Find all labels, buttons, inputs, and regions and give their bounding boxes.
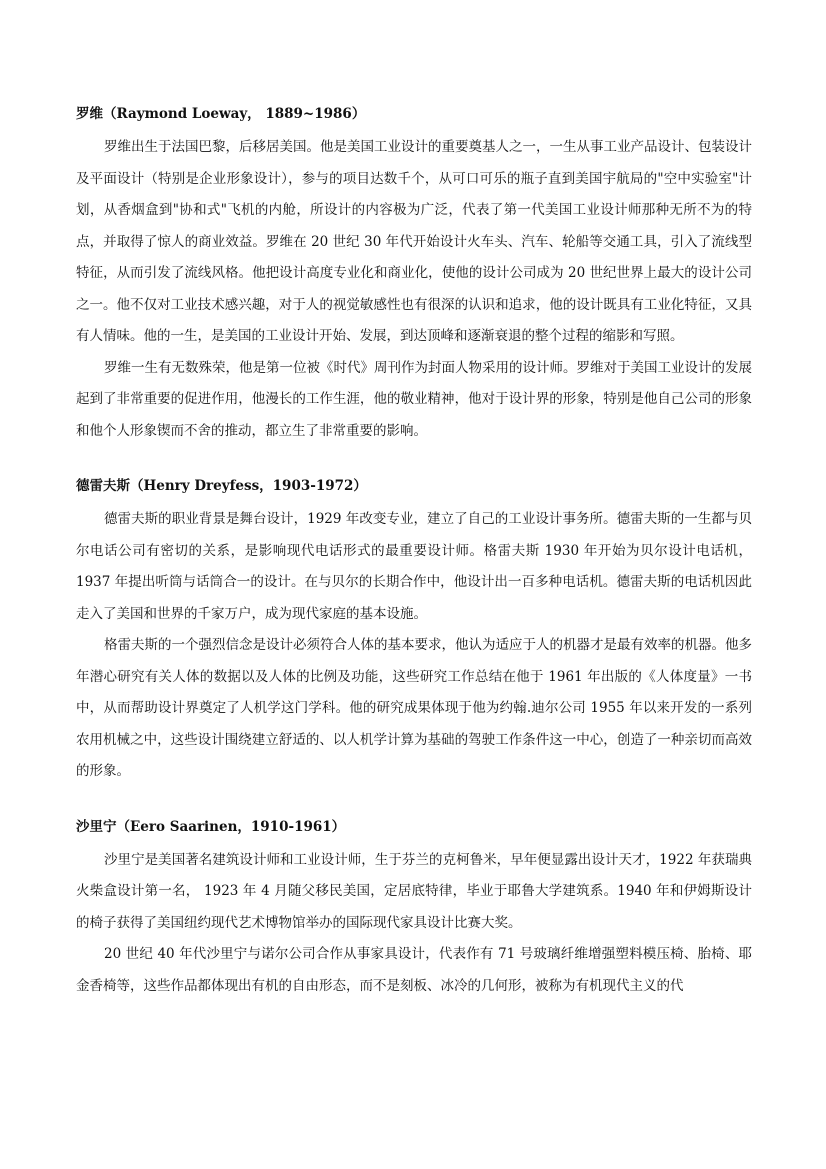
paragraph: 罗维一生有无数殊荣，他是第一位被《时代》周刊作为封面人物采用的设计师。罗维对于美国工业设计的发展起到了非常重要的促进作用，他漫长的工作生涯，他的敬业精神，他对于设计界的形象，特别是他自己公司的形象和他个人形象锲而不舍的推动，都立生了非常重要的影响。	[76, 359, 752, 439]
section-heading: 沙里宁（Eero Saarinen，1910-1961）	[76, 818, 346, 835]
section-heading: 德雷夫斯（Henry Dreyfess，1903-1972）	[76, 478, 367, 494]
section-heading: 罗维（Raymond Loeway， 1889~1986）	[76, 106, 366, 122]
section-loewy	[76, 100, 752, 447]
paragraph: 20 世纪 40 年代沙里宁与诺尔公司合作从事家具设计，代表作有 71 号玻璃纤维增强塑料模压椅、胎椅、耶金香椅等，这些作品都体现出有机的自由形态，而不是刻板、冰冷的几何形，被称为有机现代主义的代	[76, 946, 752, 994]
paragraph: 格雷夫斯的一个强烈信念是设计必须符合人体的基本要求，他认为适应于人的机器才是最有效率的机器。他多年潜心研究有关人体的数据以及人体的比例及功能，这些研究工作总结在他于 1961 年出版的《人体度量》一书中，从而帮助设计界奠定了人机学这门学科。他的研究成果体现于他为约翰.迪尔公司 1955 年以来开发的一系列农用机械之中，这些设计围绕建立舒适的、以人机学计算为基础的驾驶工作条件这一中心，创造了一种亲切而高效的形象。	[76, 637, 752, 779]
paragraph: 罗维出生于法国巴黎，后移居美国。他是美国工业设计的重要奠基人之一，一生从事工业产品设计、包装设计及平面设计（特别是企业形象设计），参与的项目达数千个，从可口可乐的瓶子直到美国宇航局的"空中实验室"计划，从香烟盒到"协和式"飞机的内舱，所设计的内容极为广泛，代表了第一代美国工业设计师那种无所不为的特点，并取得了惊人的商业效益。罗维在 20 世纪 30 年代开始设计火车头、汽车、轮船等交通工具，引入了流线型特征，从而引发了流线风格。他把设计高度专业化和商业化，使他的设计公司成为 20 世纪世界上最大的设计公司之一。他不仅对工业技术感兴趣，对于人的视觉敏感性也有很深的认识和追求，他的设计既具有工业化特征，又具有人情味。他的一生，是美国的工业设计开始、发展，到达顶峰和逐渐衰退的整个过程的缩影和写照。	[76, 139, 752, 344]
paragraph: 德雷夫斯的职业背景是舞台设计，1929 年改变专业，建立了自己的工业设计事务所。德雷夫斯的一生都与贝尔电话公司有密切的关系，是影响现代电话形式的最重要设计师。格雷夫斯 1930 年开始为贝尔设计电话机，1937 年提出听筒与话筒合一的设计。在与贝尔的长期合作中，他设计出一百多种电话机。德雷夫斯的电话机因此走入了美国和世界的千家万户，成为现代家庭的基本设施。	[76, 511, 752, 622]
section-saarinen	[76, 813, 752, 1003]
paragraph: 沙里宁是美国著名建筑设计师和工业设计师，生于芬兰的克柯鲁米，早年便显露出设计天才，1922 年获瑞典火柴盒设计第一名， 1923 年 4 月随父移民美国，定居底特律，毕业于耶鲁大学建筑系。1940 年和伊姆斯设计的椅子获得了美国纽约现代艺术博物馆举办的国际现代家具设计比赛大奖。	[76, 851, 752, 931]
section-dreyfess	[76, 472, 752, 788]
document-page	[76, 100, 752, 1002]
